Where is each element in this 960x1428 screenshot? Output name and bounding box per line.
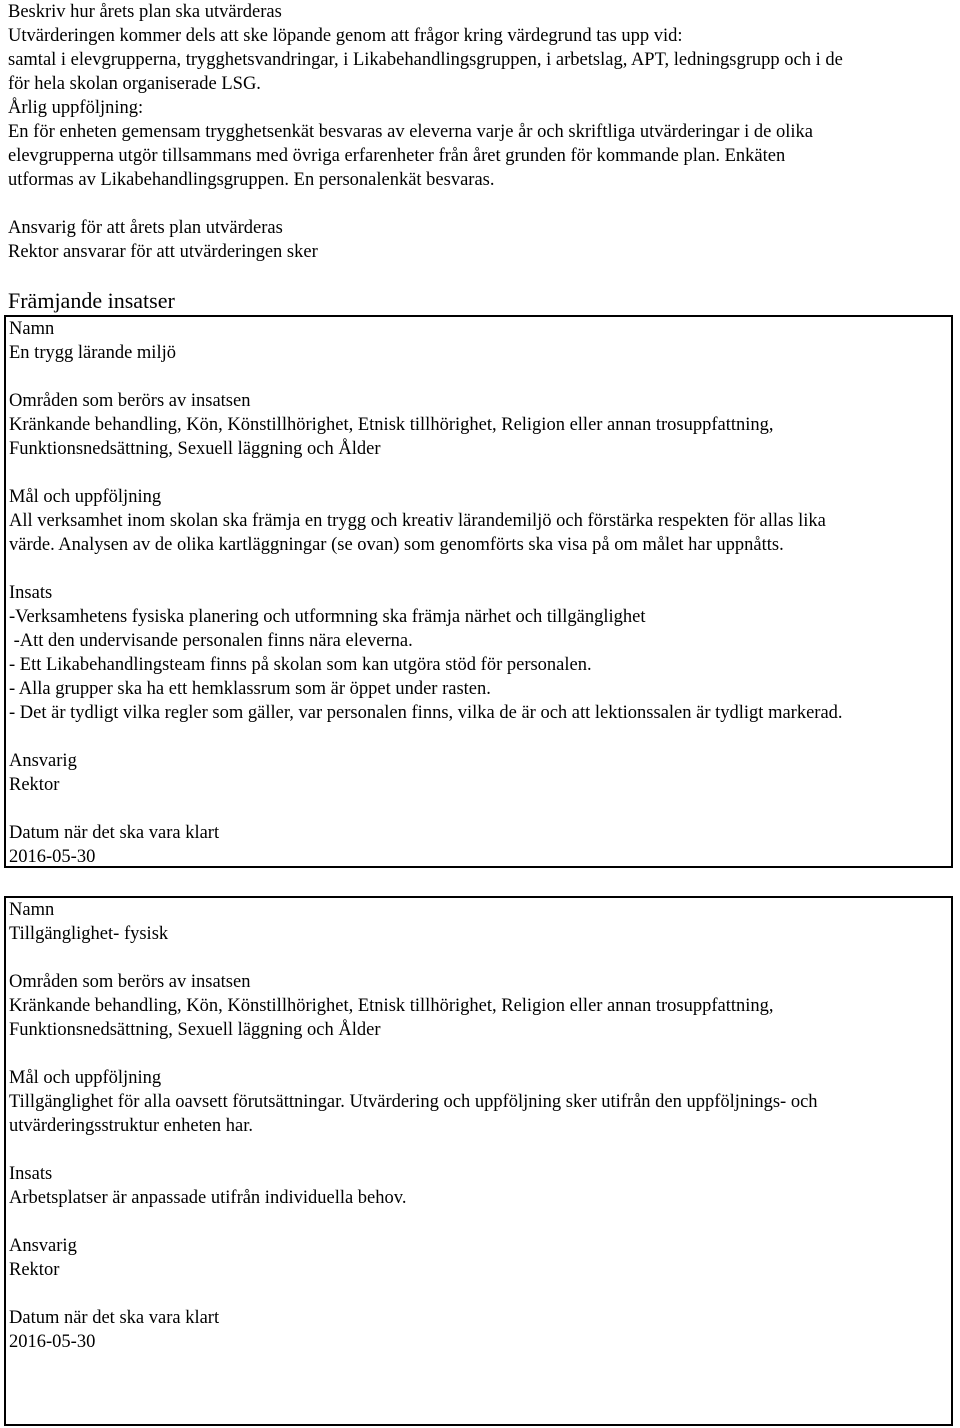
measure-goal-line: Tillgänglighet för alla oavsett förutsättningar. Utvärdering och uppföljning sker utifrån den uppföljnings- och bbox=[9, 1092, 818, 1112]
measure-areas-label: Områden som berörs av insatsen bbox=[9, 972, 251, 992]
measure-areas-line: Kränkande behandling, Kön, Könstillhörighet, Etnisk tillhörighet, Religion eller annan trosuppfattning, bbox=[9, 415, 774, 435]
measure-action-line: - Det är tydligt vilka regler som gäller, var personalen finns, vilka de är och att lektionssalen är tydligt markerad. bbox=[9, 703, 843, 723]
measure-areas-line: Kränkande behandling, Kön, Könstillhörighet, Etnisk tillhörighet, Religion eller annan trosuppfattning, bbox=[9, 996, 774, 1016]
measure-owner-label: Ansvarig bbox=[9, 751, 77, 771]
measure-action-line: - Alla grupper ska ha ett hemklassrum som är öppet under rasten. bbox=[9, 679, 491, 699]
evaluation-responsible-label: Ansvarig för att årets plan utvärderas bbox=[8, 218, 283, 238]
measure-areas-line: Funktionsnedsättning, Sexuell läggning och Ålder bbox=[9, 1020, 381, 1040]
measure-owner-label: Ansvarig bbox=[9, 1236, 77, 1256]
measure-areas-line: Funktionsnedsättning, Sexuell läggning och Ålder bbox=[9, 439, 381, 459]
evaluation-heading: Beskriv hur årets plan ska utvärderas bbox=[8, 2, 282, 22]
measure-owner: Rektor bbox=[9, 1260, 60, 1280]
measure-name-label: Namn bbox=[9, 319, 55, 339]
annual-followup-label: Årlig uppföljning: bbox=[8, 98, 144, 118]
section-title: Främjande insatser bbox=[8, 288, 175, 313]
measure-card bbox=[4, 315, 953, 868]
measure-action-line: -Verksamhetens fysiska planering och utformning ska främja närhet och tillgänglighet bbox=[9, 607, 646, 627]
measure-goal-label: Mål och uppföljning bbox=[9, 487, 162, 507]
measure-name: En trygg lärande miljö bbox=[9, 343, 176, 363]
measure-goal-line: utvärderingsstruktur enheten har. bbox=[9, 1116, 254, 1136]
measure-action-label: Insats bbox=[9, 1164, 53, 1184]
measure-action-line: - Ett Likabehandlingsteam finns på skolan som kan utgöra stöd för personalen. bbox=[9, 655, 592, 675]
measure-name-label: Namn bbox=[9, 900, 55, 920]
measure-date: 2016-05-30 bbox=[9, 847, 96, 867]
measure-date-label: Datum när det ska vara klart bbox=[9, 1308, 220, 1328]
evaluation-body-line: för hela skolan organiserade LSG. bbox=[8, 74, 261, 94]
measure-areas-label: Områden som berörs av insatsen bbox=[9, 391, 251, 411]
evaluation-section bbox=[8, 0, 953, 264]
measure-goal-line: värde. Analysen av de olika kartläggningar (se ovan) som genomförts ska visa på om målet har uppnåtts. bbox=[9, 535, 784, 555]
measure-date-label: Datum när det ska vara klart bbox=[9, 823, 220, 843]
evaluation-responsible-value: Rektor ansvarar för att utvärderingen sker bbox=[8, 242, 318, 262]
measure-goal-line: All verksamhet inom skolan ska främja en trygg och kreativ lärandemiljö och förstärka respekten för allas lika bbox=[9, 511, 826, 531]
evaluation-body-line: Utvärderingen kommer dels att ske löpande genom att frågor kring värdegrund tas upp vid: bbox=[8, 26, 683, 46]
measure-action-line: -Att den undervisande personalen finns nära eleverna. bbox=[9, 631, 413, 651]
evaluation-body-line: samtal i elevgrupperna, trygghetsvandringar, i Likabehandlingsgruppen, i arbetslag, APT, ledningsgrupp och i de bbox=[8, 50, 843, 70]
measure-date: 2016-05-30 bbox=[9, 1332, 96, 1352]
annual-followup-line: utformas av Likabehandlingsgruppen. En personalenkät besvaras. bbox=[8, 170, 495, 190]
measure-owner: Rektor bbox=[9, 775, 60, 795]
annual-followup-line: En för enheten gemensam trygghetsenkät besvaras av eleverna varje år och skriftliga utvärderingar i de olika bbox=[8, 122, 813, 142]
annual-followup-line: elevgrupperna utgör tillsammans med övriga erfarenheter från året grunden för kommande plan. Enkäten bbox=[8, 146, 786, 166]
measure-goal-label: Mål och uppföljning bbox=[9, 1068, 162, 1088]
measure-card bbox=[4, 896, 953, 1426]
measure-action-line: Arbetsplatser är anpassade utifrån individuella behov. bbox=[9, 1188, 407, 1208]
measure-name: Tillgänglighet- fysisk bbox=[9, 924, 169, 944]
measure-action-label: Insats bbox=[9, 583, 53, 603]
